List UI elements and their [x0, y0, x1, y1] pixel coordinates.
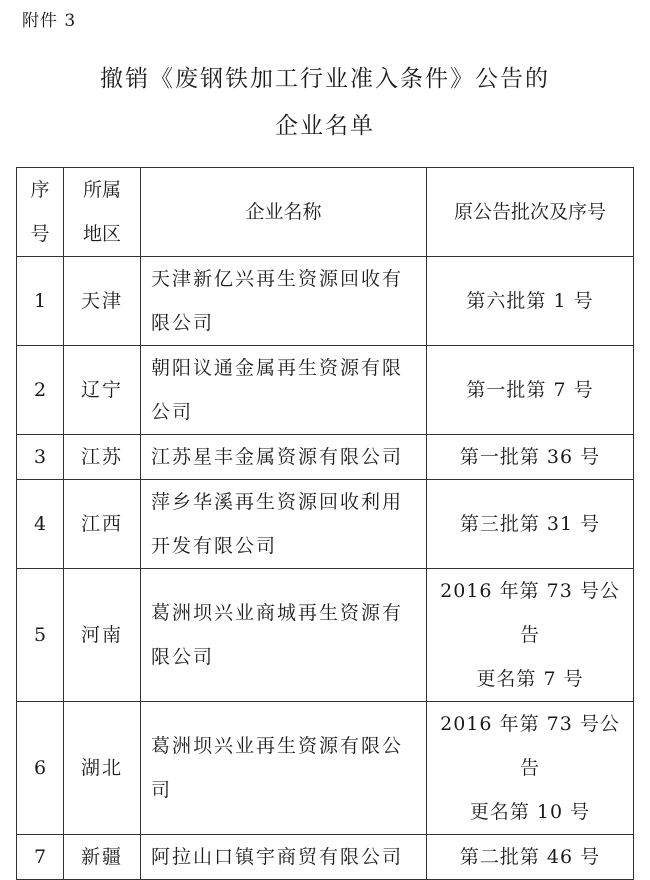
row-seq: 7 [17, 835, 64, 880]
row-company-name: 萍乡华溪再生资源回收利用 开发有限公司 [141, 480, 427, 569]
row-seq: 3 [17, 435, 64, 480]
document-title-line2: 企业名单 [275, 113, 375, 139]
row-seq: 5 [17, 569, 64, 702]
attachment-label: 附件 3 [22, 11, 77, 31]
row-seq: 2 [17, 346, 64, 435]
table-row [17, 702, 634, 835]
row-region: 湖北 [64, 702, 141, 835]
row-batch: 2016 年第 73 号公告 更名第 10 号 [427, 702, 634, 835]
row-batch: 第一批第 7 号 [427, 346, 634, 435]
header-seq: 序 号 [17, 168, 64, 257]
row-region: 新疆 [64, 835, 141, 880]
row-region: 河南 [64, 569, 141, 702]
row-company-name: 天津新亿兴再生资源回收有 限公司 [141, 257, 427, 346]
table-row [17, 435, 634, 480]
row-company-name: 葛洲坝兴业再生资源有限公 司 [141, 702, 427, 835]
row-batch: 第六批第 1 号 [427, 257, 634, 346]
row-batch: 第三批第 31 号 [427, 480, 634, 569]
header-batch: 原公告批次及序号 [427, 168, 634, 257]
table-row [17, 569, 634, 702]
row-region: 辽宁 [64, 346, 141, 435]
row-company-name: 江苏星丰金属资源有限公司 [141, 435, 427, 480]
row-batch: 第一批第 36 号 [427, 435, 634, 480]
table-row [17, 835, 634, 880]
header-region: 所属 地区 [64, 168, 141, 257]
row-batch: 第二批第 46 号 [427, 835, 634, 880]
row-company-name: 葛洲坝兴业商城再生资源有 限公司 [141, 569, 427, 702]
row-company-name: 朝阳议通金属再生资源有限 公司 [141, 346, 427, 435]
table-row [17, 480, 634, 569]
row-seq: 4 [17, 480, 64, 569]
row-region: 江苏 [64, 435, 141, 480]
row-company-name: 阿拉山口镇宇商贸有限公司 [141, 835, 427, 880]
table-header-row [17, 168, 634, 257]
row-seq: 6 [17, 702, 64, 835]
table-row [17, 346, 634, 435]
document-title-line1: 撤销《废钢铁加工行业准入条件》公告的 [100, 66, 550, 92]
row-batch: 2016 年第 73 号公告 更名第 7 号 [427, 569, 634, 702]
enterprise-table [16, 167, 634, 880]
row-region: 天津 [64, 257, 141, 346]
row-region: 江西 [64, 480, 141, 569]
table-row [17, 257, 634, 346]
header-name: 企业名称 [141, 168, 427, 257]
row-seq: 1 [17, 257, 64, 346]
